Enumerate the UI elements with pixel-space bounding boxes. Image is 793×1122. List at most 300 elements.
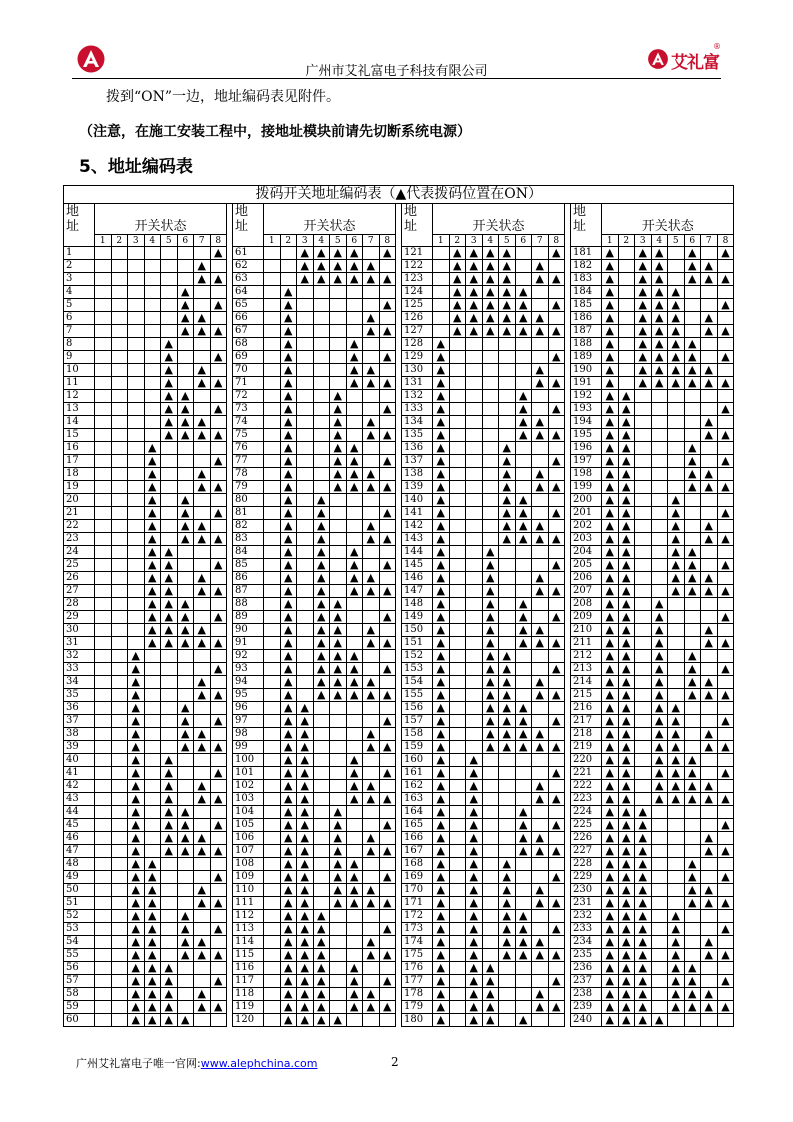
address-number: 103 [233,793,264,806]
switch-cell [194,351,211,364]
switch-cell [346,624,363,637]
switch-cell [210,416,227,429]
switch-cell: ▲ [635,936,652,949]
switch-cell: ▲ [280,897,297,910]
switch-cell: ▲ [602,286,619,299]
switch-cell [363,403,380,416]
address-number: 23 [64,533,95,546]
switch-cell [379,468,396,481]
switch-cell [684,936,701,949]
switch-cell [684,416,701,429]
switch-cell [449,494,466,507]
switch-cell [330,364,347,377]
switch-cell [111,650,128,663]
switch-cell: ▲ [602,793,619,806]
switch-cell: ▲ [449,247,466,260]
switch-cell: ▲ [194,689,211,702]
address-number: 130 [402,364,433,377]
switch-cell [177,754,194,767]
switch-cell: ▲ [363,1001,380,1014]
switch-cell [482,520,499,533]
switch-cell [161,494,178,507]
switch-cell [264,546,281,559]
switch-cell [95,325,112,338]
switch-cell [346,819,363,832]
address-number: 31 [64,637,95,650]
switch-cell: ▲ [194,1001,211,1014]
switch-cell [346,1014,363,1027]
switch-cell [684,520,701,533]
switch-cell: ▲ [482,1014,499,1027]
switch-cell [95,715,112,728]
brand-logo-icon [647,48,669,70]
switch-cell: ▲ [280,741,297,754]
switch-cell: ▲ [635,338,652,351]
switch-cell: ▲ [161,546,178,559]
switch-cell: ▲ [379,377,396,390]
switch-cell: ▲ [161,832,178,845]
switch-cell [635,611,652,624]
address-label-blank [571,235,602,247]
switch-cell: ▲ [379,611,396,624]
switch-cell [466,546,483,559]
switch-cell: ▲ [482,247,499,260]
switch-cell: ▲ [499,728,516,741]
switch-cell: ▲ [177,286,194,299]
switch-cell: ▲ [602,819,619,832]
switch-cell: ▲ [701,1001,718,1014]
switch-cell [701,559,718,572]
switch-cell [128,338,145,351]
switch-cell: ▲ [210,611,227,624]
address-number: 38 [64,728,95,741]
switch-cell: ▲ [618,481,635,494]
address-label: 址 [64,219,95,235]
switch-cell: ▲ [363,741,380,754]
switch-cell: ▲ [128,1001,145,1014]
switch-cell [684,728,701,741]
address-number: 15 [64,429,95,442]
address-number: 162 [402,780,433,793]
switch-cell [532,871,549,884]
switch-cell [499,637,516,650]
switch-cell [466,637,483,650]
switch-cell: ▲ [280,325,297,338]
table-row [64,260,734,273]
switch-cell: ▲ [701,936,718,949]
switch-cell [95,468,112,481]
switch-cell: ▲ [684,442,701,455]
switch-cell: ▲ [482,611,499,624]
switch-cell: ▲ [635,286,652,299]
switch-cell [111,819,128,832]
footer-link[interactable]: www.alephchina.com [200,1057,318,1070]
switch-cell [111,689,128,702]
switch-cell: ▲ [177,819,194,832]
address-number: 108 [233,858,264,871]
switch-cell: ▲ [515,520,532,533]
switch-cell: ▲ [161,793,178,806]
switch-cell [684,598,701,611]
address-number: 72 [233,390,264,403]
switch-cell: ▲ [128,936,145,949]
switch-cell: ▲ [618,611,635,624]
switch-cell: ▲ [701,741,718,754]
switch-cell [177,377,194,390]
address-number: 54 [64,936,95,949]
switch-cell [449,1014,466,1027]
switch-cell [618,351,635,364]
address-number: 5 [64,299,95,312]
switch-cell: ▲ [177,494,194,507]
switch-cell [177,871,194,884]
switch-cell [701,650,718,663]
switch-cell: ▲ [651,273,668,286]
switch-cell: ▲ [548,715,565,728]
switch-cell [346,429,363,442]
switch-cell [95,949,112,962]
switch-cell [111,767,128,780]
switch-cell: ▲ [668,494,685,507]
address-number: 100 [233,754,264,767]
switch-cell: ▲ [499,468,516,481]
switch-cell: ▲ [363,312,380,325]
address-number: 172 [402,910,433,923]
switch-cell [466,338,483,351]
switch-cell [482,793,499,806]
switch-cell [330,299,347,312]
address-number: 137 [402,455,433,468]
switch-cell [128,299,145,312]
address-number: 104 [233,806,264,819]
switch-cell [684,806,701,819]
switch-number: 4 [144,235,161,247]
switch-cell [177,897,194,910]
switch-cell [210,858,227,871]
switch-cell [264,728,281,741]
switch-cell: ▲ [548,637,565,650]
address-number: 215 [571,689,602,702]
switch-cell [313,390,330,403]
address-number: 213 [571,663,602,676]
switch-cell: ▲ [515,1014,532,1027]
switch-cell [264,936,281,949]
switch-cell [297,572,314,585]
switch-cell: ▲ [313,546,330,559]
switch-cell: ▲ [313,949,330,962]
switch-cell: ▲ [363,520,380,533]
switch-cell: ▲ [532,585,549,598]
switch-cell: ▲ [515,494,532,507]
switch-cell: ▲ [635,975,652,988]
switch-cell [618,247,635,260]
switch-cell [346,715,363,728]
switch-cell [111,702,128,715]
switch-cell: ▲ [548,975,565,988]
address-number: 193 [571,403,602,416]
switch-cell: ▲ [618,806,635,819]
switch-cell [264,858,281,871]
address-number: 99 [233,741,264,754]
switch-cell: ▲ [313,910,330,923]
switch-cell [651,585,668,598]
footer-text: 广州艾礼富电子唯一官网: [76,1057,201,1070]
switch-cell: ▲ [602,897,619,910]
switch-cell [111,468,128,481]
switch-cell [111,832,128,845]
switch-cell [379,884,396,897]
switch-cell: ▲ [433,871,450,884]
switch-cell [111,494,128,507]
switch-cell [194,754,211,767]
status-label-top [433,204,565,220]
address-number: 173 [402,923,433,936]
switch-cell [618,364,635,377]
switch-cell [482,884,499,897]
address-number: 107 [233,845,264,858]
switch-cell: ▲ [482,741,499,754]
switch-cell [297,689,314,702]
switch-cell [95,676,112,689]
switch-cell: ▲ [482,624,499,637]
switch-cell: ▲ [144,884,161,897]
switch-cell: ▲ [717,507,734,520]
switch-cell: ▲ [684,1001,701,1014]
switch-cell: ▲ [651,702,668,715]
address-number: 18 [64,468,95,481]
switch-cell [466,351,483,364]
switch-cell [499,572,516,585]
address-number: 129 [402,351,433,364]
switch-cell [717,338,734,351]
switch-cell [144,715,161,728]
switch-cell: ▲ [330,832,347,845]
switch-cell: ▲ [532,325,549,338]
switch-cell [144,845,161,858]
switch-cell [128,494,145,507]
address-number: 43 [64,793,95,806]
switch-cell: ▲ [128,676,145,689]
address-label: 址 [402,219,433,235]
switch-cell [668,650,685,663]
switch-cell: ▲ [363,364,380,377]
switch-cell: ▲ [280,520,297,533]
switch-cell: ▲ [433,858,450,871]
switch-cell [264,624,281,637]
switch-cell: ▲ [363,624,380,637]
switch-cell: ▲ [161,559,178,572]
switch-cell: ▲ [297,260,314,273]
switch-cell: ▲ [701,520,718,533]
switch-cell: ▲ [635,897,652,910]
switch-cell [701,403,718,416]
switch-cell: ▲ [144,897,161,910]
switch-cell: ▲ [177,611,194,624]
switch-cell [297,390,314,403]
switch-cell: ▲ [499,247,516,260]
switch-number: 7 [194,235,211,247]
switch-cell: ▲ [194,312,211,325]
switch-number: 6 [346,235,363,247]
switch-cell [144,754,161,767]
switch-cell: ▲ [433,598,450,611]
address-code-table-wrap [63,185,730,1044]
switch-cell [532,546,549,559]
switch-cell [210,286,227,299]
switch-cell [95,650,112,663]
switch-cell: ▲ [651,780,668,793]
switch-cell: ▲ [280,507,297,520]
switch-cell: ▲ [499,520,516,533]
switch-cell: ▲ [499,312,516,325]
switch-cell [95,741,112,754]
switch-cell [499,1014,516,1027]
switch-cell [717,624,734,637]
switch-cell [717,702,734,715]
switch-cell [330,559,347,572]
address-number: 13 [64,403,95,416]
switch-cell [264,351,281,364]
switch-cell [161,533,178,546]
switch-cell: ▲ [280,780,297,793]
switch-cell [264,1014,281,1027]
switch-cell: ▲ [280,949,297,962]
switch-cell: ▲ [532,273,549,286]
switch-cell: ▲ [177,715,194,728]
switch-cell: ▲ [313,585,330,598]
switch-cell [532,767,549,780]
switch-cell: ▲ [161,780,178,793]
switch-cell: ▲ [618,403,635,416]
switch-cell [330,949,347,962]
address-number: 161 [402,767,433,780]
address-number: 91 [233,637,264,650]
switch-cell: ▲ [684,871,701,884]
switch-cell: ▲ [194,520,211,533]
switch-cell [363,962,380,975]
switch-cell: ▲ [346,377,363,390]
table-row [64,767,734,780]
switch-cell [532,715,549,728]
switch-cell [548,338,565,351]
switch-cell: ▲ [363,936,380,949]
switch-cell [264,455,281,468]
switch-cell [684,702,701,715]
address-number: 167 [402,845,433,858]
switch-cell: ▲ [466,793,483,806]
switch-cell [651,871,668,884]
switch-cell: ▲ [346,780,363,793]
switch-cell [313,429,330,442]
switch-cell [177,260,194,273]
switch-cell: ▲ [684,858,701,871]
switch-cell: ▲ [635,910,652,923]
switch-cell [668,897,685,910]
switch-cell: ▲ [602,442,619,455]
switch-cell: ▲ [532,429,549,442]
switch-cell: ▲ [684,338,701,351]
switch-cell: ▲ [466,325,483,338]
address-number: 200 [571,494,602,507]
switch-cell: ▲ [363,585,380,598]
switch-cell [111,806,128,819]
switch-cell [210,780,227,793]
switch-cell: ▲ [466,910,483,923]
switch-cell [466,741,483,754]
switch-cell [449,611,466,624]
switch-cell: ▲ [668,741,685,754]
switch-cell [651,1001,668,1014]
table-row [64,936,734,949]
switch-cell [264,312,281,325]
address-number: 6 [64,312,95,325]
switch-cell [466,559,483,572]
switch-cell: ▲ [210,299,227,312]
switch-cell: ▲ [433,442,450,455]
switch-cell: ▲ [717,819,734,832]
switch-cell: ▲ [210,949,227,962]
table-row [64,741,734,754]
switch-cell: ▲ [635,884,652,897]
switch-cell: ▲ [449,286,466,299]
address-number: 209 [571,611,602,624]
switch-cell [128,559,145,572]
switch-cell [499,377,516,390]
switch-cell [161,884,178,897]
address-number: 150 [402,624,433,637]
switch-cell [95,1001,112,1014]
switch-cell: ▲ [618,819,635,832]
switch-cell: ▲ [717,611,734,624]
switch-cell [515,468,532,481]
switch-cell [144,676,161,689]
switch-cell: ▲ [602,988,619,1001]
switch-cell: ▲ [602,650,619,663]
switch-cell: ▲ [668,767,685,780]
switch-cell: ▲ [280,390,297,403]
switch-cell [194,715,211,728]
switch-cell: ▲ [602,247,619,260]
switch-cell [532,611,549,624]
switch-cell: ▲ [635,806,652,819]
address-number: 12 [64,390,95,403]
switch-cell [194,598,211,611]
switch-cell: ▲ [499,455,516,468]
switch-cell: ▲ [363,572,380,585]
switch-cell [717,988,734,1001]
switch-cell [144,299,161,312]
switch-cell [548,832,565,845]
switch-cell: ▲ [144,988,161,1001]
address-number: 221 [571,767,602,780]
switch-cell [346,533,363,546]
switch-cell: ▲ [313,520,330,533]
table-row [64,559,734,572]
address-number: 55 [64,949,95,962]
switch-cell: ▲ [297,728,314,741]
switch-cell [515,689,532,702]
address-number: 158 [402,728,433,741]
switch-cell: ▲ [618,663,635,676]
table-row [64,403,734,416]
address-number: 95 [233,689,264,702]
switch-number: 2 [618,235,635,247]
switch-cell [482,949,499,962]
switch-cell: ▲ [651,312,668,325]
switch-cell [346,806,363,819]
switch-cell [668,689,685,702]
switch-cell: ▲ [482,312,499,325]
